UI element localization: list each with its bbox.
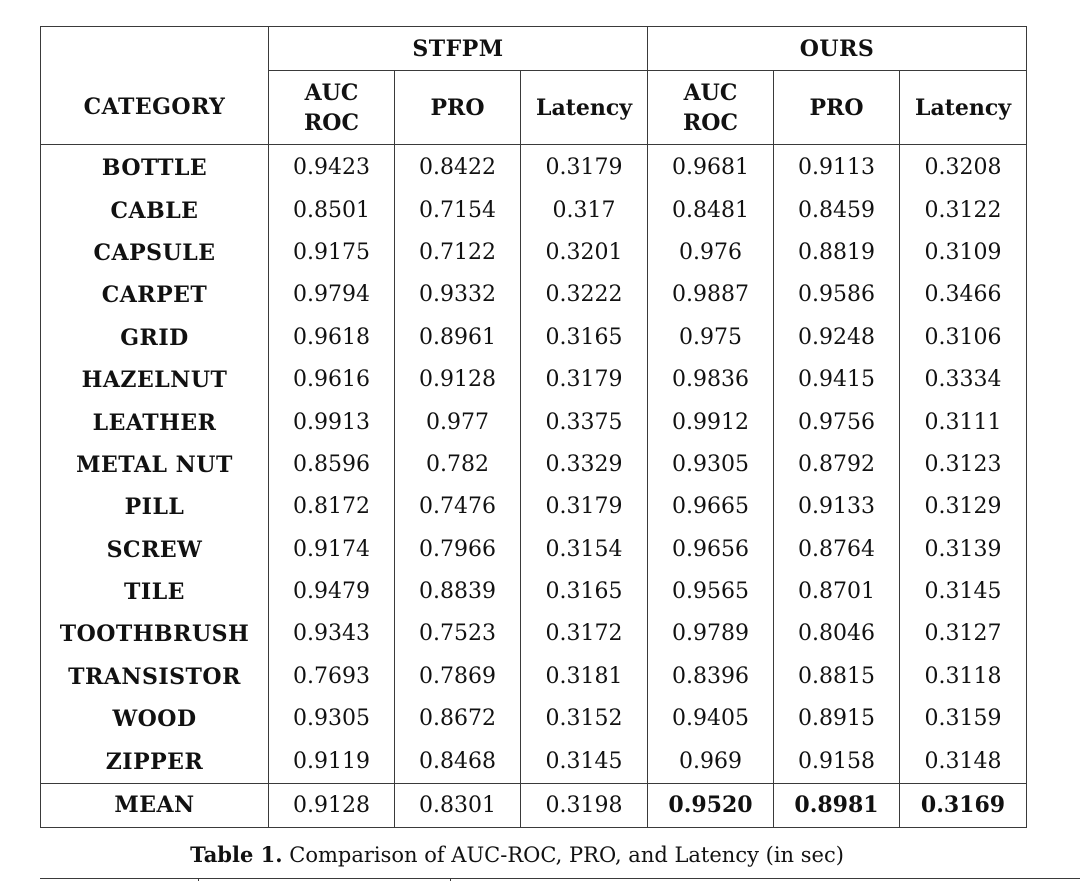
ours-latency-cell: 0.3148 [900,740,1027,783]
table-caption [0,842,1034,867]
stfpm-auc-roc-cell: 0.9119 [269,740,395,783]
table-row [41,274,1027,316]
table-row [41,317,1027,359]
mean-stfpm-auc-roc: 0.9128 [269,783,395,827]
ours-latency-cell: 0.3129 [900,486,1027,528]
stfpm-pro-cell: 0.7523 [395,613,521,655]
ours-auc-roc-cell: 0.9789 [648,613,774,655]
category-cell: GRID [41,317,269,359]
table-row [41,529,1027,571]
ours-latency-cell: 0.3118 [900,656,1027,698]
auc-label: AUC [683,79,738,106]
ours-pro-cell: 0.8046 [774,613,900,655]
ours-auc-roc-cell: 0.9681 [648,145,774,190]
stfpm-latency-cell: 0.3222 [521,274,648,316]
stfpm-latency-cell: 0.3179 [521,145,648,190]
stfpm-auc-roc-cell: 0.9174 [269,529,395,571]
stfpm-auc-roc-cell: 0.9616 [269,359,395,401]
mean-stfpm-pro: 0.8301 [395,783,521,827]
stfpm-pro-cell: 0.8672 [395,698,521,740]
stfpm-pro-cell: 0.977 [395,401,521,443]
ours-pro-cell: 0.8459 [774,189,900,231]
category-cell: BOTTLE [41,145,269,190]
roc-label: ROC [304,109,359,136]
mean-stfpm-latency: 0.3198 [521,783,648,827]
stfpm-pro-cell: 0.782 [395,444,521,486]
table-row [41,189,1027,231]
results-table [40,26,1027,828]
mean-ours-auc-roc: 0.9520 [648,783,774,827]
table-row [41,401,1027,443]
mean-label: MEAN [41,783,269,827]
category-cell: SCREW [41,529,269,571]
category-cell: TILE [41,571,269,613]
ours-pro-cell: 0.8915 [774,698,900,740]
ours-auc-roc-cell: 0.9656 [648,529,774,571]
ours-pro-header: PRO [774,71,900,145]
stfpm-pro-cell: 0.8839 [395,571,521,613]
category-cell: ZIPPER [41,740,269,783]
category-cell: LEATHER [41,401,269,443]
ours-pro-cell: 0.8815 [774,656,900,698]
stfpm-auc-roc-cell: 0.9618 [269,317,395,359]
ours-auc-roc-cell: 0.9912 [648,401,774,443]
ours-auc-roc-cell: 0.9405 [648,698,774,740]
next-table-top-rule [40,878,1080,879]
stfpm-latency-cell: 0.3329 [521,444,648,486]
category-cell: METAL NUT [41,444,269,486]
ours-pro-cell: 0.9415 [774,359,900,401]
ours-auc-roc-cell: 0.9665 [648,486,774,528]
ours-latency-cell: 0.3145 [900,571,1027,613]
ours-latency-cell: 0.3139 [900,529,1027,571]
mean-ours-pro: 0.8981 [774,783,900,827]
category-cell: TRANSISTOR [41,656,269,698]
ours-pro-cell: 0.9586 [774,274,900,316]
stfpm-latency-cell: 0.317 [521,189,648,231]
results-table-body [41,145,1027,784]
category-cell: CAPSULE [41,232,269,274]
stfpm-auc-roc-cell: 0.9479 [269,571,395,613]
caption-label: Table 1. [190,842,283,867]
table-row [41,232,1027,274]
table-row [41,613,1027,655]
stfpm-latency-cell: 0.3165 [521,317,648,359]
ours-latency-cell: 0.3466 [900,274,1027,316]
table-row [41,145,1027,190]
stfpm-pro-cell: 0.8422 [395,145,521,190]
stfpm-pro-cell: 0.7966 [395,529,521,571]
ours-auc-roc-cell: 0.8396 [648,656,774,698]
stfpm-pro-cell: 0.7154 [395,189,521,231]
stfpm-latency-header: Latency [521,71,648,145]
column-header-row [41,71,1027,145]
mean-ours-latency: 0.3169 [900,783,1027,827]
ours-pro-cell: 0.8764 [774,529,900,571]
ours-latency-cell: 0.3111 [900,401,1027,443]
category-cell: TOOTHBRUSH [41,613,269,655]
roc-label: ROC [683,109,738,136]
stfpm-latency-cell: 0.3181 [521,656,648,698]
table-row [41,486,1027,528]
table-row [41,656,1027,698]
stfpm-auc-roc-cell: 0.9305 [269,698,395,740]
ours-pro-cell: 0.8701 [774,571,900,613]
category-cell: WOOD [41,698,269,740]
stfpm-latency-cell: 0.3152 [521,698,648,740]
stfpm-pro-header: PRO [395,71,521,145]
blank-corner-cell [41,27,269,71]
stfpm-auc-roc-cell: 0.7693 [269,656,395,698]
category-column-header: CATEGORY [41,71,269,145]
table-row [41,571,1027,613]
table-row [41,444,1027,486]
stfpm-auc-roc-cell: 0.8596 [269,444,395,486]
table-row [41,698,1027,740]
ours-auc-roc-cell: 0.9565 [648,571,774,613]
ours-pro-cell: 0.9158 [774,740,900,783]
category-cell: HAZELNUT [41,359,269,401]
ours-auc-roc-cell: 0.975 [648,317,774,359]
stfpm-pro-cell: 0.9332 [395,274,521,316]
table-row [41,740,1027,783]
stfpm-pro-cell: 0.7122 [395,232,521,274]
stfpm-pro-cell: 0.7869 [395,656,521,698]
ours-auc-roc-header [648,71,774,145]
stfpm-pro-cell: 0.8961 [395,317,521,359]
stfpm-auc-roc-cell: 0.8501 [269,189,395,231]
ours-latency-header: Latency [900,71,1027,145]
ours-latency-cell: 0.3122 [900,189,1027,231]
ours-auc-roc-cell: 0.976 [648,232,774,274]
stfpm-auc-roc-cell: 0.9794 [269,274,395,316]
ours-auc-roc-cell: 0.9887 [648,274,774,316]
group-header-stfpm: STFPM [269,27,648,71]
ours-latency-cell: 0.3109 [900,232,1027,274]
stfpm-pro-cell: 0.7476 [395,486,521,528]
results-table-container [40,26,1027,828]
ours-pro-cell: 0.9113 [774,145,900,190]
ours-latency-cell: 0.3159 [900,698,1027,740]
mean-row [41,783,1027,827]
stfpm-auc-roc-cell: 0.9913 [269,401,395,443]
group-header-ours: OURS [648,27,1027,71]
ours-latency-cell: 0.3208 [900,145,1027,190]
stfpm-pro-cell: 0.9128 [395,359,521,401]
stfpm-latency-cell: 0.3375 [521,401,648,443]
stfpm-latency-cell: 0.3179 [521,359,648,401]
stfpm-pro-cell: 0.8468 [395,740,521,783]
ours-pro-cell: 0.9133 [774,486,900,528]
ours-pro-cell: 0.9756 [774,401,900,443]
caption-text: Comparison of AUC-ROC, PRO, and Latency (in sec) [289,843,844,867]
stfpm-latency-cell: 0.3154 [521,529,648,571]
stfpm-latency-cell: 0.3201 [521,232,648,274]
stfpm-auc-roc-header [269,71,395,145]
ours-pro-cell: 0.8792 [774,444,900,486]
ours-auc-roc-cell: 0.9305 [648,444,774,486]
category-cell: CABLE [41,189,269,231]
ours-latency-cell: 0.3123 [900,444,1027,486]
stfpm-latency-cell: 0.3165 [521,571,648,613]
ours-latency-cell: 0.3127 [900,613,1027,655]
ours-latency-cell: 0.3106 [900,317,1027,359]
stfpm-auc-roc-cell: 0.9423 [269,145,395,190]
ours-pro-cell: 0.8819 [774,232,900,274]
table-row [41,359,1027,401]
stfpm-auc-roc-cell: 0.9343 [269,613,395,655]
group-header-row [41,27,1027,71]
stfpm-auc-roc-cell: 0.8172 [269,486,395,528]
auc-label: AUC [304,79,359,106]
ours-auc-roc-cell: 0.9836 [648,359,774,401]
stfpm-latency-cell: 0.3145 [521,740,648,783]
ours-auc-roc-cell: 0.8481 [648,189,774,231]
ours-pro-cell: 0.9248 [774,317,900,359]
ours-auc-roc-cell: 0.969 [648,740,774,783]
category-cell: CARPET [41,274,269,316]
ours-latency-cell: 0.3334 [900,359,1027,401]
stfpm-latency-cell: 0.3172 [521,613,648,655]
stfpm-latency-cell: 0.3179 [521,486,648,528]
category-cell: PILL [41,486,269,528]
stfpm-auc-roc-cell: 0.9175 [269,232,395,274]
